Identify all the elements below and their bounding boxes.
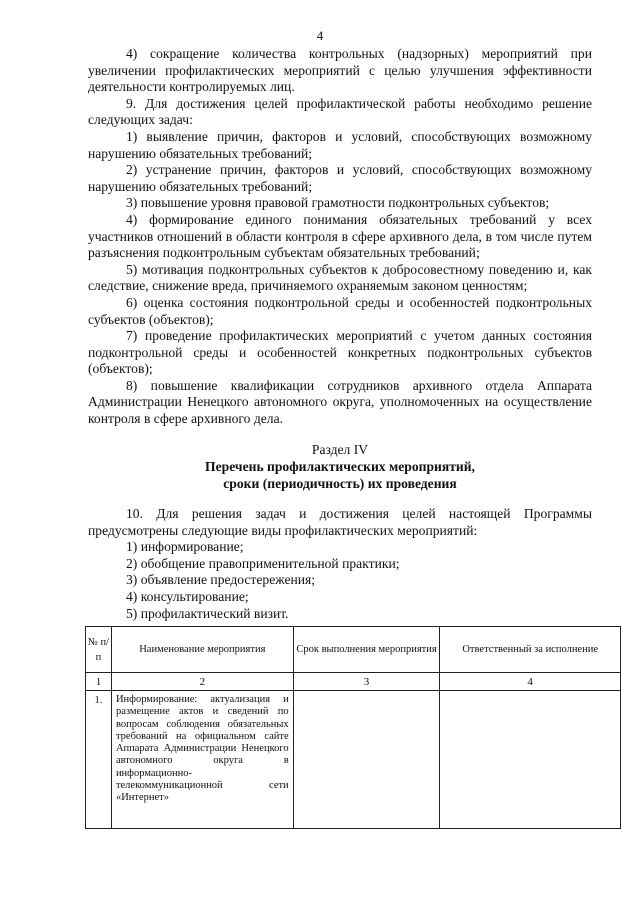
tasks-text-block (88, 46, 592, 428)
paragraph: 5) профилактический визит. (126, 605, 289, 621)
table-column-numbers-row (86, 673, 621, 691)
section-label: Раздел IV (311, 442, 369, 457)
paragraph: 4) консультирование; (126, 588, 249, 604)
paragraph: 4) формирование единого понимания обязательных требований у всех участников отношений в области контроля в сфере архивного дела, в том числе путем разъяснения подконтрольным субъектам обязательных требований; (88, 211, 592, 261)
paragraph: 3) объявление предостережения; (126, 572, 316, 588)
table-header-row (86, 627, 621, 673)
row-term (293, 691, 440, 829)
paragraph: 5) мотивация подконтрольных субъектов к добросовестному поведению и, как следствие, снижение вреда, причиняемого охраняемым законом ценностям; (88, 261, 592, 294)
column-number: 3 (293, 673, 440, 691)
table-row (86, 691, 621, 829)
paragraph: 4) сокращение количества контрольных (надзорных) мероприятий при увеличении профилактических мероприятий с целью улучшения эффективности деятельности контролируемых лиц. (88, 46, 592, 95)
paragraph: 7) проведение профилактических мероприятий с учетом данных состояния подконтрольной среды и особенностей конкретных подконтрольных субъектов (объектов); (88, 328, 592, 377)
header-number: № п/п (86, 627, 112, 673)
row-number: 1. (86, 691, 112, 829)
header-responsible: Ответственный за исполнение (440, 627, 621, 673)
paragraph: 8) повышение квалификации сотрудников архивного отдела Аппарата Администрации Ненецкого автономного округа, уполномоченных на осуществление контроля в сфере архивного дела. (88, 377, 592, 427)
row-measure-name: Информирование: актуализация и размещение актов и сведений по вопросам соблюдения обязательных требований на официальном сайте Аппарата Администрации Ненецкого автономного округа в информационно-телекоммуникационной сети «Интернет» (111, 691, 293, 829)
header-term: Срок выполнения мероприятия (293, 627, 440, 673)
paragraph: 2) устранение причин, факторов и условий, способствующих возможному нарушению обязательных требований; (88, 162, 592, 194)
measures-table (85, 626, 621, 829)
paragraph: 3) повышение уровня правовой грамотности подконтрольных субъектов; (126, 195, 550, 211)
page-number: 4 (316, 28, 324, 43)
paragraph: 2) обобщение правоприменительной практики; (126, 555, 400, 571)
measures-text-block (88, 506, 592, 622)
paragraph: 9. Для достижения целей профилактической работы необходимо решение следующих задач: (88, 95, 592, 128)
section-title-line1: Перечень профилактических мероприятий, (205, 459, 475, 474)
paragraph: 1) информирование; (126, 539, 244, 555)
paragraph: 10. Для решения задач и достижения целей настоящей Программы предусмотрены следующие виды профилактических мероприятий: (88, 506, 592, 538)
column-number: 2 (111, 673, 293, 691)
column-number: 1 (86, 673, 112, 691)
header-name: Наименование мероприятия (111, 627, 293, 673)
section-title-line2: сроки (периодичность) их проведения (223, 476, 457, 491)
row-responsible (440, 691, 621, 829)
paragraph: 6) оценка состояния подконтрольной среды и особенностей подконтрольных субъектов (объектов); (88, 294, 592, 327)
section-heading (88, 441, 592, 492)
paragraph: 1) выявление причин, факторов и условий, способствующих возможному нарушению обязательных требований; (88, 128, 592, 161)
column-number: 4 (440, 673, 621, 691)
